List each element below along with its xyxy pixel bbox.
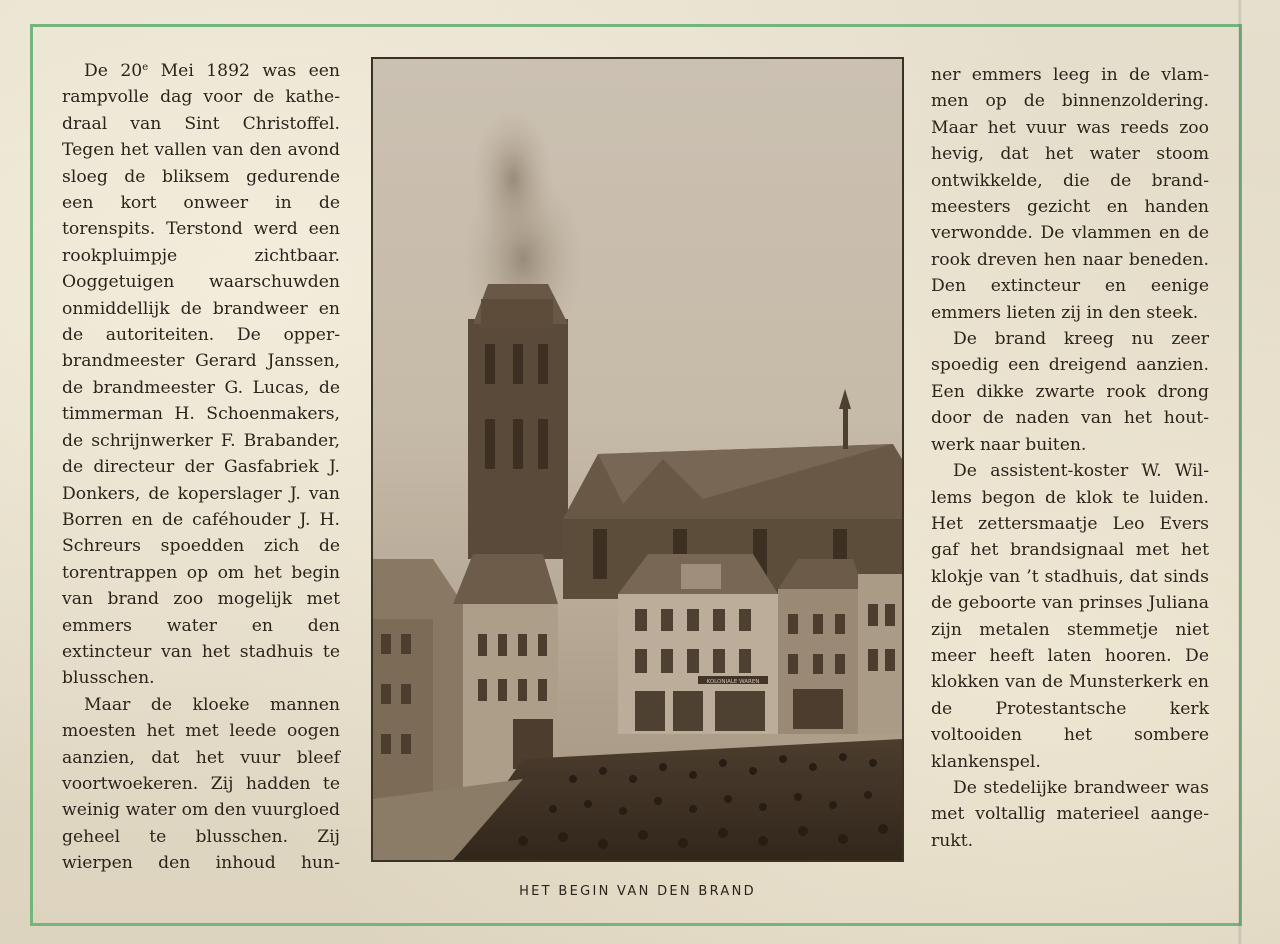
right-paragraph-3: De assistent-koster W. Willems begon de klok te luiden. Het zettersmaatje Leo Evers gaf het brandsignaal met het klokje van ’t stadhuis, dat sinds de geboorte van prinses Juliana zijn metalen stemmetje niet meer heeft laten hooren. De klokken van de Munsterkerk en de Protestantsche kerk voltooiden het sombere klankenspel. xyxy=(931,461,1209,772)
paragraph-text: Mei 1892 was een rampvolle dag voor de kathedraal van Sint Christoffel. Tegen het vallen van den avond sloeg de bliksem gedurende een kort onweer in de torenspits. Terstond werd een rookpluimpje zichtbaar. Ooggetuigen waarschuwden onmiddellijk de brandweer en de autoriteiten. De opperbrandmeester Gerard Janssen, de brandmeester G. Lucas, de timmerman H. Schoenmakers, de schrijnwerker F. Brabander, de directeur der Gasfabriek J. Donkers, de koperslager J. van Borren en de caféhouder J. H. Schreurs spoedden zich de torentrappen op om het begin van brand zoo mogelijk met emmers water en den extincteur van het stadhuis te blusschen. xyxy=(62,61,340,689)
left-paragraph-1 xyxy=(62,58,340,692)
left-text-column xyxy=(62,58,340,877)
right-text-column xyxy=(931,62,1209,854)
left-paragraph-2: Maar de kloeke mannen moesten het met leede oogen aanzien, dat het vuur bleef voortwoekeren. Zij hadden te weinig water om den vuurgloed geheel te blusschen. Zij wierpen den inhoud hun- xyxy=(62,694,340,874)
paragraph-lead: De 20 xyxy=(84,61,143,81)
shop-sign: KOLONIALE WAREN xyxy=(706,679,760,685)
photo-caption: HET BEGIN VAN DEN BRAND xyxy=(519,884,756,899)
right-paragraph-4: De stedelijke brandweer was met voltallig materieel aangerukt. xyxy=(931,777,1209,851)
fire-photograph xyxy=(371,57,904,862)
ordinal-superscript: e xyxy=(142,62,149,73)
cathedral-fire-illustration xyxy=(373,59,902,860)
right-paragraph-2: De brand kreeg nu zeer spoedig een dreigend aanzien. Een dikke zwarte rook drong door de naden van het houtwerk naar buiten. xyxy=(931,329,1209,455)
right-paragraph-1: ner emmers leeg in de vlammen op de binnenzoldering. Maar het vuur was reeds zoo hevig, dat het water stoom ontwikkelde, die de brandmeesters gezicht en handen verwondde. De vlammen en de rook dreven hen naar beneden. Den extincteur en eenige emmers lieten zij in den steek. xyxy=(931,65,1209,323)
page-fold xyxy=(1238,0,1242,944)
